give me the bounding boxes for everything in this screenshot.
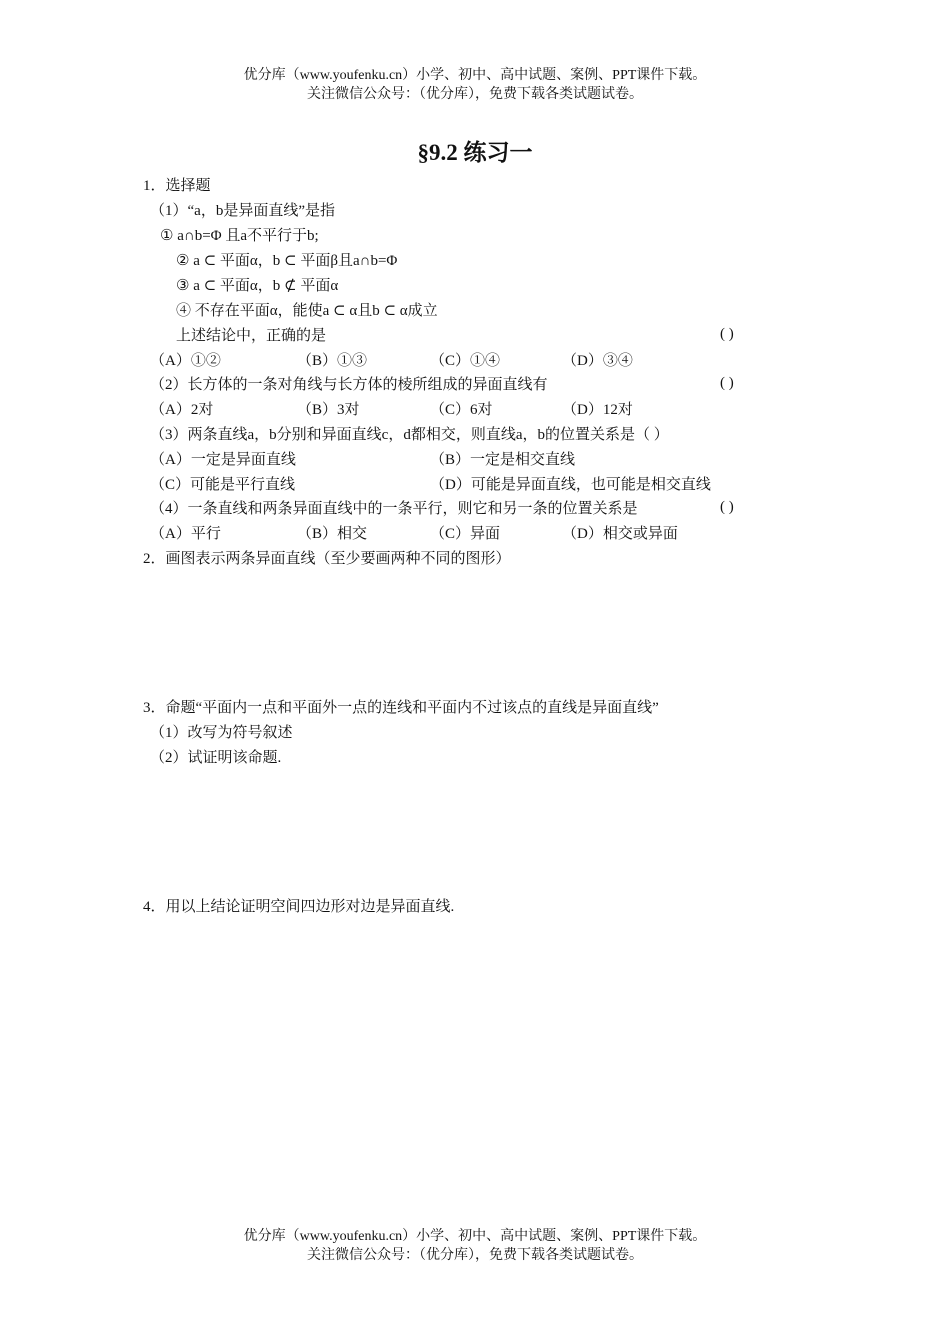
option-d: （D）可能是异面直线，也可能是相交直线 [430,477,711,493]
q4-text: 4．用以上结论证明空间四边形对边是异面直线. [143,899,455,915]
option-d: （D）12对 [562,402,633,418]
q1-heading: 1．选择题 [143,178,211,194]
option-b: （B）3对 [297,402,360,418]
q1-p1-answer-bracket: ( ) [720,326,734,342]
q1-p1-statement-1: ① a∩b=Φ 且a不平行于b; [160,228,319,244]
q1-p4-options [0,524,950,544]
option-c: （C）异面 [430,526,501,542]
footer-line-2: 关注微信公众号：（优分库），免费下载各类试题试卷。 [307,1248,643,1263]
option-a: （A）一定是异面直线 [150,452,296,468]
q1-p2-stem: （2）长方体的一条对角线与长方体的棱所组成的异面直线有 [150,377,548,393]
option-c: （C）可能是平行直线 [150,477,296,493]
option-a: （A）①② [150,353,221,369]
q1-p4-answer-bracket: ( ) [720,499,734,515]
page-title: §9.2 练习一 [417,140,533,165]
q2-text: 2．画图表示两条异面直线（至少要画两种不同的图形） [143,551,511,567]
q3-stem: 3．命题“平面内一点和平面外一点的连线和平面内不过该点的直线是异面直线” [143,700,659,716]
option-a: （A）平行 [150,526,221,542]
option-d: （D）③④ [562,353,633,369]
q1-p1-statement-2: ② a ⊂ 平面α，b ⊂ 平面β且a∩b=Φ [176,253,398,269]
q1-p1-statement-4: ④ 不存在平面α，能使a ⊂ α且b ⊂ α成立 [176,303,438,319]
option-b: （B）一定是相交直线 [430,452,576,468]
q1-p4-stem: （4）一条直线和两条异面直线中的一条平行，则它和另一条的位置关系是 [150,501,638,517]
q3-sub-1: （1）改写为符号叙述 [150,725,293,741]
option-c: （C）①④ [430,353,501,369]
q1-p3-stem: （3）两条直线a，b分别和异面直线c，d都相交，则直线a，b的位置关系是（ ） [150,427,669,443]
option-b: （B）相交 [297,526,368,542]
header-line-1: 优分库（www.youfenku.cn）小学、初中、高中试题、案例、PPT课件下载。 [243,68,707,83]
footer-line-1: 优分库（www.youfenku.cn）小学、初中、高中试题、案例、PPT课件下载。 [243,1229,707,1244]
q3-sub-2: （2）试证明该命题. [150,750,282,766]
option-a: （A）2对 [150,402,214,418]
q1-p3-options-row-1 [0,450,950,470]
q1-p1-stem: （1）“a，b是异面直线”是指 [150,203,335,219]
q1-p1-statement-3: ③ a ⊂ 平面α，b ⊄ 平面α [176,278,339,294]
option-b: （B）①③ [297,353,368,369]
option-c: （C）6对 [430,402,493,418]
option-d: （D）相交或异面 [562,526,678,542]
q1-p2-answer-bracket: ( ) [720,375,734,391]
header-line-2: 关注微信公众号：（优分库），免费下载各类试题试卷。 [307,87,643,102]
q1-p1-options [0,351,950,371]
q1-p3-options-row-2 [0,475,950,495]
q1-p2-options [0,400,950,420]
q1-p1-conclusion: 上述结论中，正确的是 [176,328,327,344]
